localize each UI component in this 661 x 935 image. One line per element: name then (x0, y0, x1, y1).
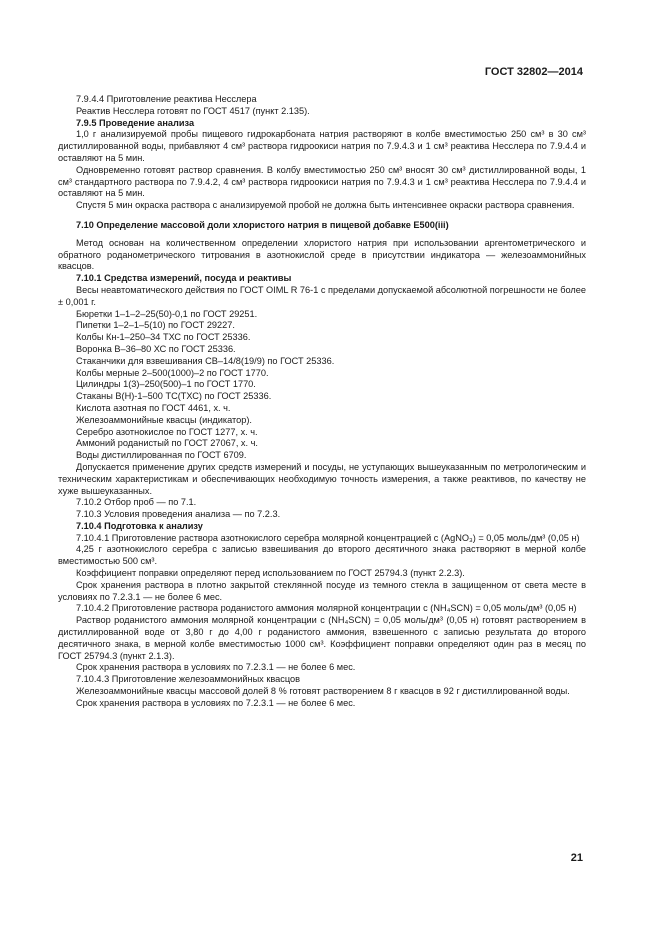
paragraph: 7.10.1 Средства измерений, посуда и реактивы (76, 273, 292, 284)
paragraph: 4,25 г азотнокислого серебра с записью взвешивания до второго десятичного знака растворяют в мерной колбе вместимостью 500 см³. (58, 544, 586, 567)
paragraph: Пипетки 1–2–1–5(10) по ГОСТ 29227. (76, 320, 235, 331)
document-header: ГОСТ 32802—2014 (484, 66, 583, 78)
document-body (58, 94, 586, 710)
paragraph: Колбы мерные 2–500(1000)–2 по ГОСТ 1770. (76, 367, 269, 378)
paragraph: 7.9.5 Проведение анализа (76, 117, 195, 128)
paragraph: Реактив Несслера готовят по ГОСТ 4517 (пункт 2.135). (76, 105, 310, 116)
paragraph: Цилиндры 1(3)–250(500)–1 по ГОСТ 1770. (76, 379, 256, 390)
paragraph: Бюретки 1–1–2–25(50)-0,1 по ГОСТ 29251. (76, 308, 258, 319)
paragraph: Железоаммонийные квасцы (индикатор). (76, 414, 252, 425)
paragraph: 7.10 Определение массовой доли хлористого натрия в пищевой добавке Е500(iii) (76, 219, 449, 230)
paragraph: Срок хранения раствора в плотно закрытой стеклянной посуде из темного стекла в защищенном от света месте в условиях по 7.2.3.1 — не более 6 мес. (58, 579, 586, 602)
paragraph: Воды дистиллированная по ГОСТ 6709. (76, 450, 247, 461)
paragraph: Воронка В–36–80 ХС по ГОСТ 25336. (76, 343, 236, 354)
paragraph: Аммоний роданистый по ГОСТ 27067, х. ч. (76, 438, 258, 449)
paragraph: 7.10.2 Отбор проб — по 7.1. (76, 497, 197, 508)
paragraph: Колбы Кн-1–250–34 ТХС по ГОСТ 25336. (76, 332, 251, 343)
paragraph: Раствор роданистого аммония молярной концентрации c (NH₄SCN) = 0,05 моль/дм³ (0,05 н) готовят растворением в дистиллированной воде от 3,80 г до 4,00 г роданистого аммония, взвешенного с записью результата до второго десятичного знака, в мерной колбе вместимостью 1000 см³. Коэффициент поправки определяют один раз в месяц по ГОСТ 25794.3 (пункт 2.1.3). (58, 615, 586, 661)
paragraph: 1,0 г анализируемой пробы пищевого гидрокарбоната натрия растворяют в колбе вместимостью 250 см³ в 30 см³ дистиллированной воды, прибавляют 4 см³ раствора гидроокиси натрия по 7.9.4.3 и 1 см³ реактива Несслера по 7.9.4.4 и оставляют на 5 мин. (58, 129, 586, 163)
paragraph: Метод основан на количественном определении хлористого натрия при использовании аргентометрического и обратного роданометрического титрования в азотнокислой среде в присутствии индикатора — железоаммонийных квасцов. (58, 237, 586, 272)
paragraph: Спустя 5 мин окраска раствора с анализируемой пробой не должна быть интенсивнее окраски раствора сравнения. (76, 200, 575, 211)
paragraph: Весы неавтоматического действия по ГОСТ OIML R 76-1 с пределами допускаемой абсолютной погрешности не более ± 0,001 г. (58, 284, 586, 307)
paragraph: 7.10.3 Условия проведения анализа — по 7.2.3. (76, 509, 281, 520)
paragraph: 7.10.4 Подготовка к анализу (76, 520, 203, 531)
paragraph: Стаканы В(Н)-1–500 ТС(ТХС) по ГОСТ 25336. (76, 391, 272, 402)
paragraph: 7.10.4.2 Приготовление раствора роданистого аммония молярной концентрации c (NH₄SCN) = 0,05 моль/дм³ (0,05 н) (76, 603, 577, 614)
paragraph: Допускается применение других средств измерений и посуды, не уступающих вышеуказанным по метрологическим и техническим характеристикам и обеспечивающих необходимую точность измерения, а также реактивов, по качеству не хуже вышеуказанных. (58, 461, 586, 496)
paragraph: Срок хранения раствора в условиях по 7.2.3.1 — не более 6 мес. (76, 662, 356, 673)
paragraph: Железоаммонийные квасцы массовой долей 8 % готовят растворением 8 г квасцов в 92 г дистиллированной воды. (76, 686, 570, 697)
paragraph: 7.10.4.1 Приготовление раствора азотнокислого серебра молярной концентрацией c (AgNO₃) = 0,05 моль/дм³ (0,05 н) (76, 532, 580, 543)
paragraph: Стаканчики для взвешивания СВ–14/8(19/9) по ГОСТ 25336. (76, 355, 335, 366)
page-number: 21 (570, 852, 583, 864)
paragraph: 7.9.4.4 Приготовление реактива Несслера (76, 94, 257, 104)
paragraph: Одновременно готовят раствор сравнения. В колбу вместимостью 250 см³ вносят 30 см³ дистиллированной воды, 1 см³ стандартного раствора по 7.9.4.2, 4 см³ раствора гидроокиси натрия по 7.9.4.3 и 1 см³ реактива Несслера по 7.9.4.4 и оставляют на 5 мин. (58, 164, 586, 199)
paragraph: Серебро азотнокислое по ГОСТ 1277, х. ч. (76, 426, 258, 437)
paragraph: 7.10.4.3 Приготовление железоаммонийных квасцов (76, 674, 300, 685)
paragraph: Коэффициент поправки определяют перед использованием по ГОСТ 25794.3 (пункт 2.2.3). (76, 568, 465, 579)
paragraph: Кислота азотная по ГОСТ 4461, х. ч. (76, 402, 231, 413)
paragraph: Срок хранения раствора в условиях по 7.2.3.1 — не более 6 мес. (76, 697, 356, 708)
